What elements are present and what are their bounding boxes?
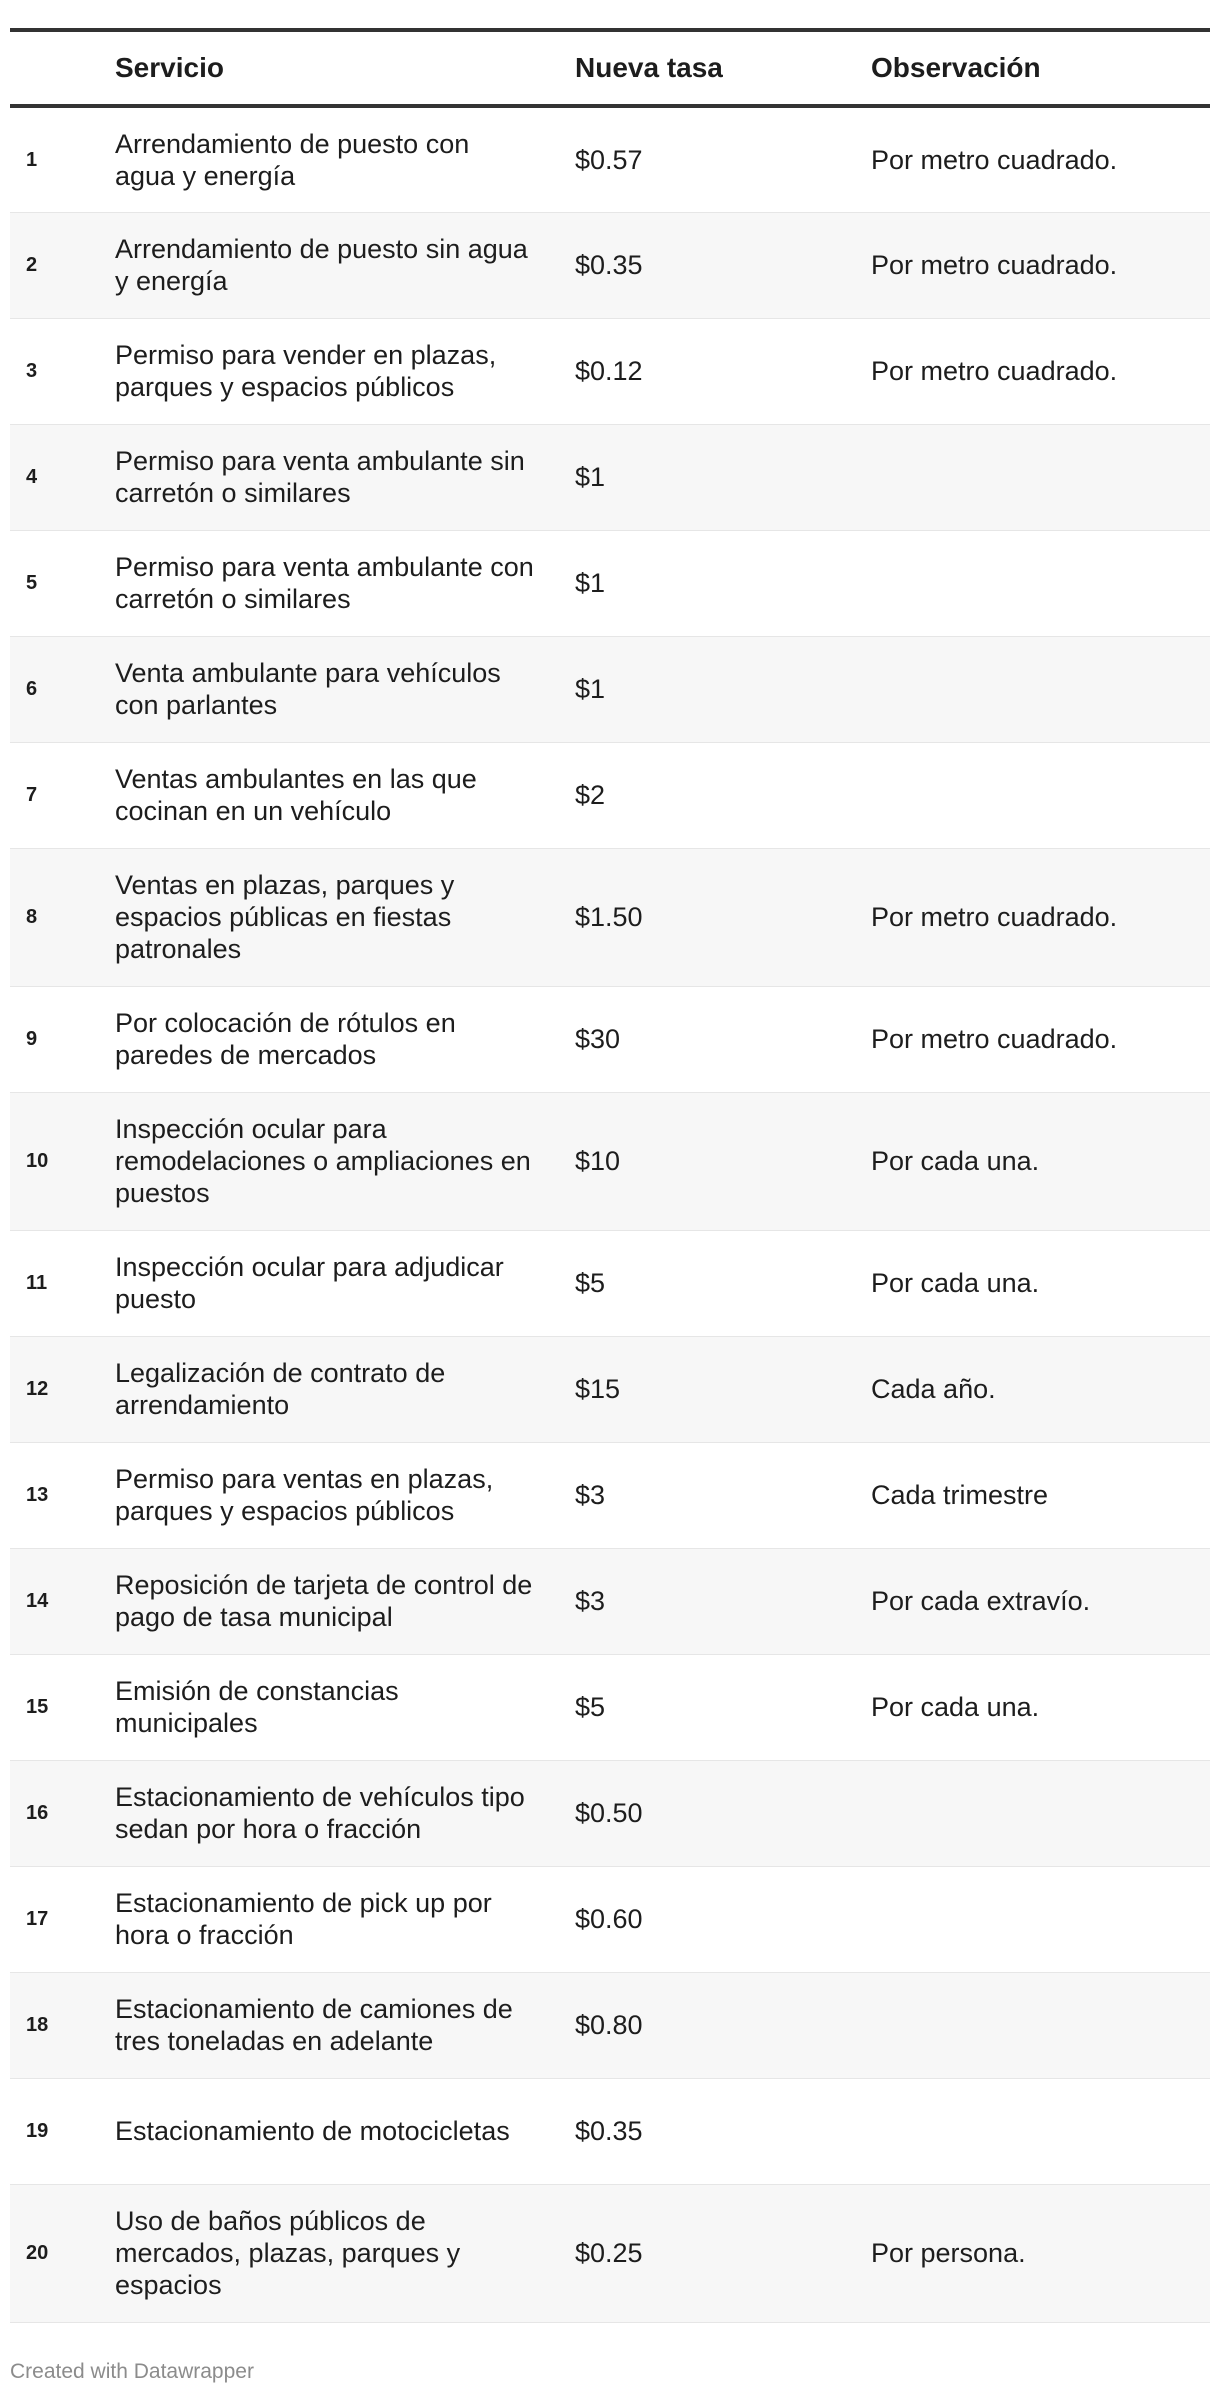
row-servicio: Legalización de contrato de arrendamiento: [115, 1358, 446, 1420]
row-servicio-cell: [115, 1972, 575, 2078]
row-number-cell: [10, 1442, 115, 1548]
table-row: [10, 318, 1210, 424]
row-observacion-cell: [871, 1230, 1210, 1336]
row-servicio: Estacionamiento de pick up por hora o fracción: [115, 1888, 492, 1950]
row-observacion: Por metro cuadrado.: [871, 144, 1118, 175]
row-nueva-tasa-cell: [575, 530, 871, 636]
row-servicio-cell: [115, 106, 575, 212]
row-observacion-cell: [871, 1760, 1210, 1866]
table-row: [10, 1442, 1210, 1548]
row-number-cell: [10, 848, 115, 986]
row-nueva-tasa-cell: [575, 986, 871, 1092]
row-servicio-cell: [115, 1442, 575, 1548]
row-servicio-cell: [115, 318, 575, 424]
row-servicio-cell: [115, 986, 575, 1092]
row-nueva-tasa-cell: [575, 424, 871, 530]
table-row: [10, 1336, 1210, 1442]
row-servicio: Reposición de tarjeta de control de pago de tasa municipal: [115, 1570, 533, 1632]
row-number-cell: [10, 2184, 115, 2322]
row-observacion: Por metro cuadrado.: [871, 1024, 1118, 1054]
row-servicio-cell: [115, 1866, 575, 1972]
row-number: 5: [26, 572, 38, 594]
row-servicio: Permiso para vender en plazas, parques y espacios públicos: [115, 340, 497, 402]
row-servicio: Permiso para venta ambulante con carretón o similares: [115, 552, 534, 614]
row-nueva-tasa: $0.80: [575, 2010, 643, 2040]
row-observacion-cell: [871, 1442, 1210, 1548]
row-nueva-tasa: $1.50: [575, 902, 643, 932]
row-number: 19: [26, 2120, 49, 2142]
row-number-cell: [10, 1760, 115, 1866]
row-number-cell: [10, 1092, 115, 1230]
row-number: 12: [26, 1378, 49, 1400]
table-row: [10, 2184, 1210, 2322]
datawrapper-credit: Created with Datawrapper: [10, 2360, 254, 2383]
table-row: [10, 2078, 1210, 2184]
row-number-cell: [10, 212, 115, 318]
row-nueva-tasa: $0.57: [575, 144, 643, 175]
header-row: [10, 30, 1210, 106]
row-observacion-cell: [871, 1336, 1210, 1442]
row-nueva-tasa-cell: [575, 1548, 871, 1654]
table-row: [10, 1548, 1210, 1654]
row-nueva-tasa-cell: [575, 318, 871, 424]
row-servicio-cell: [115, 1654, 575, 1760]
row-observacion: Por metro cuadrado.: [871, 356, 1118, 386]
row-number: 13: [26, 1484, 49, 1506]
header-nueva-tasa: Nueva tasa: [575, 30, 871, 106]
row-observacion: Por cada una.: [871, 1692, 1040, 1722]
row-observacion-cell: [871, 424, 1210, 530]
row-nueva-tasa: $10: [575, 1146, 621, 1176]
row-number-cell: [10, 1654, 115, 1760]
row-observacion-cell: [871, 848, 1210, 986]
row-observacion: Por cada una.: [871, 1146, 1040, 1176]
table-row: [10, 1230, 1210, 1336]
row-servicio-cell: [115, 848, 575, 986]
table-row: [10, 636, 1210, 742]
row-nueva-tasa-cell: [575, 2078, 871, 2184]
rates-table: [10, 28, 1210, 2323]
row-servicio: Estacionamiento de vehículos tipo sedan por hora o fracción: [115, 1782, 525, 1844]
table-row: [10, 1972, 1210, 2078]
row-number-cell: [10, 424, 115, 530]
row-servicio: Ventas ambulantes en las que cocinan en un vehículo: [115, 764, 477, 826]
row-servicio: Inspección ocular para remodelaciones o ampliaciones en puestos: [115, 1114, 531, 1208]
row-servicio-cell: [115, 636, 575, 742]
row-observacion: Por cada extravío.: [871, 1586, 1091, 1616]
row-observacion-cell: [871, 1654, 1210, 1760]
row-observacion: Por cada una.: [871, 1268, 1040, 1298]
row-observacion-cell: [871, 1972, 1210, 2078]
table-row: [10, 106, 1210, 212]
row-servicio-cell: [115, 1230, 575, 1336]
table-row: [10, 742, 1210, 848]
row-observacion: Por persona.: [871, 2238, 1026, 2268]
row-servicio: Venta ambulante para vehículos con parlantes: [115, 658, 501, 720]
row-servicio-cell: [115, 742, 575, 848]
row-observacion: Cada año.: [871, 1374, 996, 1404]
table-row: [10, 424, 1210, 530]
row-number-cell: [10, 1972, 115, 2078]
row-number-cell: [10, 986, 115, 1092]
row-number: 8: [26, 906, 38, 928]
row-nueva-tasa-cell: [575, 1654, 871, 1760]
row-nueva-tasa-cell: [575, 1336, 871, 1442]
row-nueva-tasa-cell: [575, 2184, 871, 2322]
row-servicio-cell: [115, 2078, 575, 2184]
row-number-cell: [10, 636, 115, 742]
table-row: [10, 1760, 1210, 1866]
row-number-cell: [10, 2078, 115, 2184]
row-nueva-tasa: $0.60: [575, 1904, 643, 1934]
row-number: 6: [26, 678, 38, 700]
row-number: 2: [26, 254, 38, 276]
row-number: 20: [26, 2242, 49, 2264]
row-observacion-cell: [871, 530, 1210, 636]
row-nueva-tasa: $5: [575, 1268, 606, 1298]
row-observacion-cell: [871, 1548, 1210, 1654]
row-number: 17: [26, 1908, 49, 1930]
row-servicio-cell: [115, 424, 575, 530]
row-nueva-tasa: $2: [575, 780, 606, 810]
row-nueva-tasa: $1: [575, 462, 606, 492]
header-servicio: Servicio: [115, 30, 575, 106]
row-nueva-tasa: $3: [575, 1586, 606, 1616]
row-number: 15: [26, 1696, 49, 1718]
row-observacion-cell: [871, 1092, 1210, 1230]
row-observacion-cell: [871, 986, 1210, 1092]
row-observacion: Por metro cuadrado.: [871, 902, 1118, 932]
row-number: 18: [26, 2014, 49, 2036]
row-observacion-cell: [871, 1866, 1210, 1972]
row-servicio: Uso de baños públicos de mercados, plazas, parques y espacios: [115, 2206, 461, 2300]
row-number: 11: [26, 1272, 48, 1294]
row-servicio-cell: [115, 1548, 575, 1654]
row-nueva-tasa-cell: [575, 1092, 871, 1230]
table-row: [10, 986, 1210, 1092]
row-servicio-cell: [115, 1760, 575, 1866]
row-observacion: Cada trimestre: [871, 1480, 1049, 1510]
row-servicio-cell: [115, 2184, 575, 2322]
row-number-cell: [10, 1548, 115, 1654]
row-number: 9: [26, 1028, 38, 1050]
table-row: [10, 1092, 1210, 1230]
row-nueva-tasa: $15: [575, 1374, 621, 1404]
row-servicio: Por colocación de rótulos en paredes de mercados: [115, 1008, 456, 1070]
row-number: 1: [26, 148, 38, 171]
row-number-cell: [10, 742, 115, 848]
row-servicio-cell: [115, 1092, 575, 1230]
row-nueva-tasa-cell: [575, 106, 871, 212]
row-nueva-tasa: $0.50: [575, 1798, 643, 1828]
row-nueva-tasa: $0.12: [575, 356, 643, 386]
row-servicio-cell: [115, 1336, 575, 1442]
row-nueva-tasa: $3: [575, 1480, 606, 1510]
row-nueva-tasa-cell: [575, 1230, 871, 1336]
row-nueva-tasa-cell: [575, 636, 871, 742]
row-observacion-cell: [871, 2184, 1210, 2322]
row-number: 4: [26, 466, 38, 488]
row-nueva-tasa: $5: [575, 1692, 606, 1722]
table-header: [10, 30, 1210, 106]
row-observacion-cell: [871, 742, 1210, 848]
row-servicio-cell: [115, 212, 575, 318]
row-number-cell: [10, 1866, 115, 1972]
row-servicio: Inspección ocular para adjudicar puesto: [115, 1252, 504, 1314]
row-number: 16: [26, 1802, 49, 1824]
row-number: 14: [26, 1590, 49, 1612]
row-observacion-cell: [871, 636, 1210, 742]
row-nueva-tasa-cell: [575, 212, 871, 318]
row-number-cell: [10, 106, 115, 212]
row-servicio: Estacionamiento de camiones de tres toneladas en adelante: [115, 1994, 513, 2056]
row-servicio: Permiso para venta ambulante sin carretón o similares: [115, 446, 525, 508]
table-row: [10, 1866, 1210, 1972]
row-nueva-tasa: $30: [575, 1024, 621, 1054]
row-observacion-cell: [871, 2078, 1210, 2184]
header-num: [10, 30, 115, 106]
row-nueva-tasa-cell: [575, 742, 871, 848]
row-nueva-tasa-cell: [575, 848, 871, 986]
row-nueva-tasa-cell: [575, 1442, 871, 1548]
row-observacion-cell: [871, 318, 1210, 424]
row-number: 10: [26, 1150, 49, 1172]
row-observacion: Por metro cuadrado.: [871, 250, 1118, 280]
row-number-cell: [10, 1230, 115, 1336]
row-observacion-cell: [871, 106, 1210, 212]
row-servicio: Arrendamiento de puesto con agua y energía: [115, 128, 470, 191]
row-nueva-tasa: $0.35: [575, 250, 643, 280]
row-servicio: Arrendamiento de puesto sin agua y energía: [115, 234, 528, 296]
row-number: 3: [26, 360, 38, 382]
row-observacion-cell: [871, 212, 1210, 318]
table-row: [10, 530, 1210, 636]
table-row: [10, 848, 1210, 986]
row-nueva-tasa-cell: [575, 1866, 871, 1972]
row-nueva-tasa: $0.35: [575, 2116, 643, 2146]
row-servicio-cell: [115, 530, 575, 636]
row-servicio: Permiso para ventas en plazas, parques y espacios públicos: [115, 1464, 494, 1526]
row-servicio: Emisión de constancias municipales: [115, 1676, 399, 1738]
header-observacion: Observación: [871, 30, 1210, 106]
row-nueva-tasa-cell: [575, 1972, 871, 2078]
row-servicio: Estacionamiento de motocicletas: [115, 2116, 510, 2146]
row-number-cell: [10, 318, 115, 424]
table-row: [10, 212, 1210, 318]
row-nueva-tasa: $1: [575, 568, 606, 598]
row-servicio: Ventas en plazas, parques y espacios públicas en fiestas patronales: [115, 870, 455, 964]
table-row: [10, 1654, 1210, 1760]
row-number: 7: [26, 784, 38, 806]
row-number-cell: [10, 1336, 115, 1442]
row-nueva-tasa: $0.25: [575, 2238, 643, 2268]
row-number-cell: [10, 530, 115, 636]
rates-table-container: [10, 28, 1210, 2323]
row-nueva-tasa: $1: [575, 674, 606, 704]
row-nueva-tasa-cell: [575, 1760, 871, 1866]
table-body: [10, 106, 1210, 2322]
